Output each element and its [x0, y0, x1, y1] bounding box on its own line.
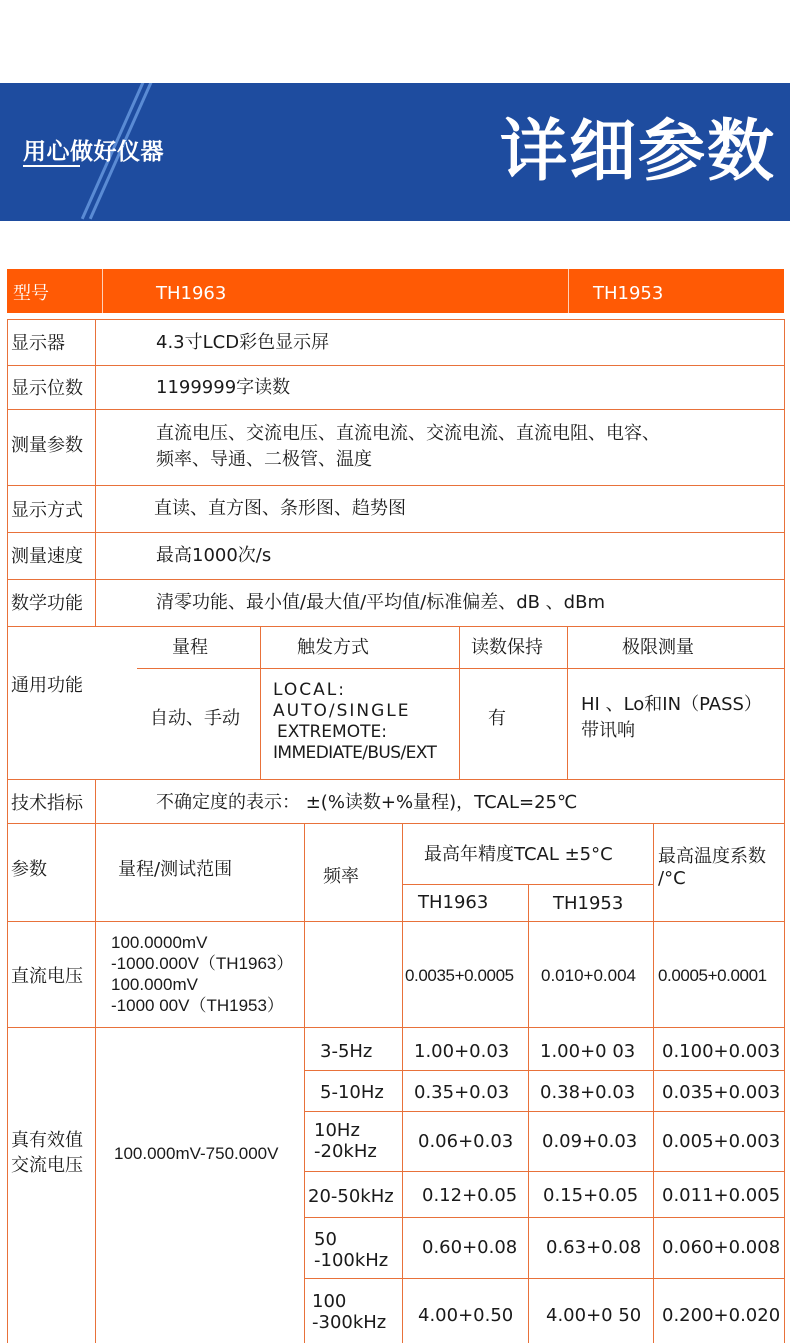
speed-value: 最高1000次/s: [156, 545, 272, 566]
acv-freq: 10Hz: [314, 1120, 360, 1141]
acv-freq: 20-50kHz: [308, 1186, 394, 1207]
general-hold-value: 有: [488, 708, 506, 729]
grid-line: [402, 823, 403, 1343]
grid-line: [784, 319, 785, 1343]
trigger-line-2: AUTO/SINGLE: [273, 701, 411, 721]
acv-accuracy-th1963: 4.00+0.50: [418, 1305, 514, 1326]
table-header: [7, 269, 784, 313]
grid-line: [7, 365, 785, 366]
acv-label-line-2: 交流电压: [11, 1155, 83, 1176]
acv-accuracy-th1953: 0.38+0.03: [540, 1082, 636, 1103]
row-label-general: 通用功能: [11, 675, 83, 696]
mode-value: 直读、直方图、条形图、趋势图: [154, 498, 406, 519]
acv-freq: -100kHz: [314, 1250, 389, 1271]
acv-freq: -300kHz: [312, 1312, 387, 1333]
spec-sub-th1953: TH1953: [553, 893, 624, 914]
banner-slogan: 用心做好仪器: [23, 139, 164, 165]
row-label-tech: 技术指标: [11, 793, 83, 814]
tech-value: 不确定度的表示： ±(%读数+%量程)，TCAL=25℃: [156, 792, 578, 813]
acv-temp-coef: 0.035+0.003: [662, 1082, 781, 1103]
acv-temp-coef: 0.005+0.003: [662, 1131, 781, 1152]
acv-freq: -20kHz: [314, 1141, 377, 1162]
grid-line: [7, 409, 785, 410]
spec-col-accuracy: 最高年精度TCAL ±5°C: [424, 844, 613, 865]
banner-title: 详细参数: [500, 112, 776, 190]
grid-line: [7, 319, 785, 320]
grid-line: [7, 779, 785, 780]
spec-col-range: 量程/测试范围: [118, 859, 233, 880]
grid-line: [304, 1217, 785, 1218]
general-header-hold: 读数保持: [471, 637, 543, 658]
grid-line: [304, 1171, 785, 1172]
dcv-label: 直流电压: [11, 966, 83, 987]
acv-temp-coef: 0.100+0.003: [662, 1041, 781, 1062]
grid-line: [7, 532, 785, 533]
grid-line: [7, 579, 785, 580]
spec-sub-th1963: TH1963: [418, 892, 489, 913]
grid-line: [402, 884, 653, 885]
grid-line: [137, 668, 785, 669]
row-label-digits: 显示位数: [11, 378, 83, 399]
trigger-line-1: LOCAL:: [273, 680, 346, 700]
row-label-mode: 显示方式: [11, 500, 83, 521]
header-model-th1963: TH1963: [156, 283, 227, 304]
grid-line: [7, 823, 785, 824]
digits-value: 1199999字读数: [156, 377, 291, 398]
math-value: 清零功能、最小值/最大值/平均值/标准偏差、dB 、dBm: [156, 592, 605, 613]
params-line-2: 频率、导通、二极管、温度: [156, 449, 372, 470]
acv-freq: 50: [314, 1229, 337, 1250]
acv-freq: 100: [312, 1291, 347, 1312]
general-header-range: 量程: [172, 637, 208, 658]
header-label: 型号: [13, 283, 49, 304]
grid-line: [304, 1278, 785, 1279]
grid-line: [7, 626, 785, 627]
dcv-accuracy-th1963: 0.0035+0.0005: [405, 966, 514, 985]
params-line-1: 直流电压、交流电压、直流电流、交流电流、直流电阻、电容、: [156, 423, 660, 444]
row-label-display: 显示器: [11, 333, 65, 354]
general-header-limit: 极限测量: [622, 637, 694, 658]
spec-col-param: 参数: [11, 859, 47, 880]
acv-accuracy-th1953: 0.15+0.05: [543, 1185, 639, 1206]
grid-line: [7, 1027, 785, 1028]
grid-line: [304, 1111, 785, 1112]
banner: [0, 83, 790, 221]
acv-accuracy-th1953: 1.00+0 03: [540, 1041, 636, 1062]
acv-accuracy-th1963: 0.12+0.05: [422, 1185, 518, 1206]
acv-temp-coef: 0.200+0.020: [662, 1305, 781, 1326]
dcv-accuracy-th1953: 0.010+0.004: [541, 966, 637, 985]
display-value: 4.3寸LCD彩色显示屏: [156, 332, 330, 353]
acv-range: 100.000mV-750.000V: [114, 1144, 279, 1163]
header-model-th1953: TH1953: [593, 283, 664, 304]
slogan-underline: [23, 165, 80, 167]
trigger-line-3: EXTREMOTE:: [277, 722, 387, 742]
dcv-range-line-4: -1000 00V（TH1953）: [111, 996, 284, 1015]
acv-accuracy-th1963: 1.00+0.03: [414, 1041, 510, 1062]
grid-line: [304, 823, 305, 1343]
acv-accuracy-th1953: 4.00+0 50: [546, 1305, 642, 1326]
grid-line: [7, 319, 8, 1343]
grid-line: [7, 485, 785, 486]
grid-line: [260, 626, 261, 779]
acv-freq: 5-10Hz: [320, 1082, 384, 1103]
dcv-temp-coef: 0.0005+0.0001: [658, 966, 767, 985]
limit-line-1: HI 、Lo和IN（PASS）: [581, 694, 762, 715]
dcv-range-line-3: 100.000mV: [111, 975, 198, 994]
grid-line: [528, 884, 529, 1343]
row-label-math: 数学功能: [11, 593, 83, 614]
grid-line: [95, 319, 96, 626]
general-range-value: 自动、手动: [150, 708, 240, 729]
acv-temp-coef: 0.011+0.005: [662, 1185, 781, 1206]
dcv-range-line-2: -1000.000V（TH1963）: [111, 954, 294, 973]
grid-line: [95, 779, 96, 823]
general-header-trigger: 触发方式: [297, 637, 369, 658]
acv-accuracy-th1963: 0.06+0.03: [418, 1131, 514, 1152]
acv-accuracy-th1953: 0.63+0.08: [546, 1237, 642, 1258]
header-divider: [568, 269, 569, 313]
spec-col-temp-line-2: /°C: [658, 868, 686, 889]
grid-line: [459, 626, 460, 779]
grid-line: [653, 823, 654, 1343]
acv-temp-coef: 0.060+0.008: [662, 1237, 781, 1258]
row-label-params: 测量参数: [11, 435, 83, 456]
acv-accuracy-th1963: 0.60+0.08: [422, 1237, 518, 1258]
acv-label-line-1: 真有效值: [11, 1130, 83, 1151]
limit-line-2: 带讯响: [581, 720, 635, 741]
row-label-speed: 测量速度: [11, 546, 83, 567]
acv-accuracy-th1963: 0.35+0.03: [414, 1082, 510, 1103]
grid-line: [304, 1070, 785, 1071]
spec-col-freq: 频率: [323, 866, 359, 887]
spec-col-temp-line-1: 最高温度系数: [658, 846, 766, 867]
header-divider: [102, 269, 103, 313]
grid-line: [95, 823, 96, 1343]
trigger-line-4: IMMEDIATE/BUS/EXT: [273, 743, 437, 763]
acv-accuracy-th1953: 0.09+0.03: [542, 1131, 638, 1152]
dcv-range-line-1: 100.0000mV: [111, 933, 208, 952]
grid-line: [567, 626, 568, 779]
acv-freq: 3-5Hz: [320, 1041, 373, 1062]
grid-line: [7, 921, 785, 922]
